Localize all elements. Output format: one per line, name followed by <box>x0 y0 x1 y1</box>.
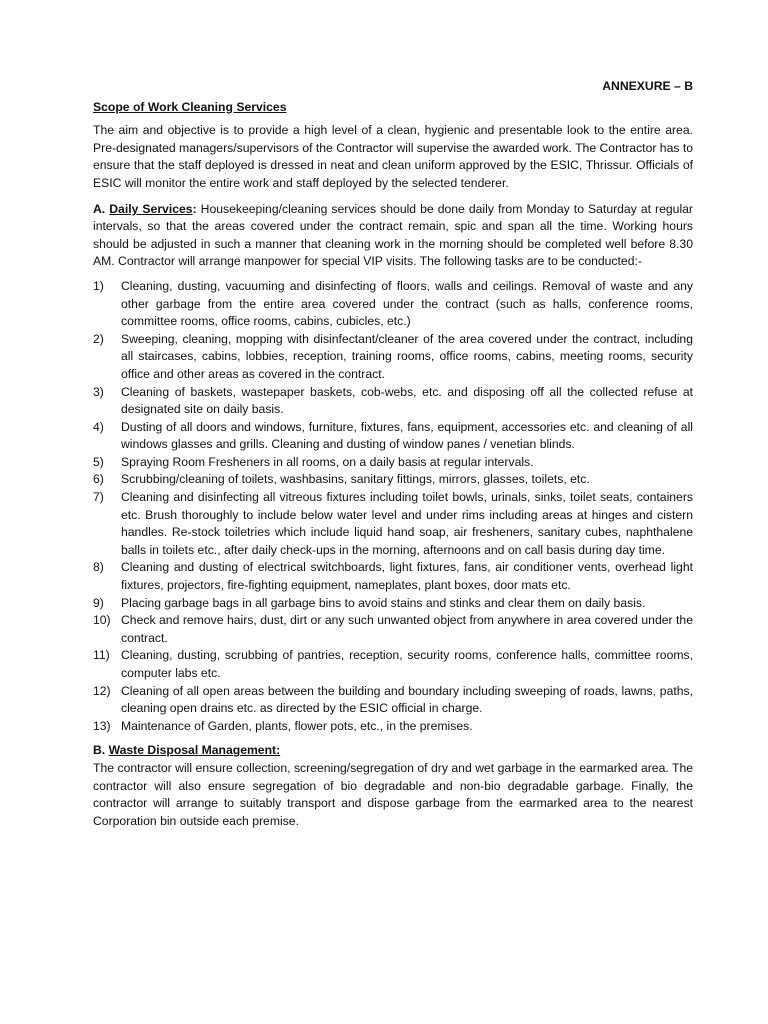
list-item-text: Sweeping, cleaning, mopping with disinfectant/cleaner of the area covered under the contract, including all staircases, cabins, lobbies, reception, training rooms, office rooms, cabins, meeting rooms, security office and other areas as covered in the contract. <box>121 331 693 381</box>
list-item-number: 4) <box>93 419 104 434</box>
list-item <box>93 612 693 647</box>
list-item <box>93 471 693 489</box>
list-item-number: 1) <box>93 278 104 293</box>
list-item-text: Maintenance of Garden, plants, flower pots, etc., in the premises. <box>121 718 473 733</box>
waste-disposal-heading: Waste Disposal Management: <box>108 743 281 758</box>
list-item <box>93 595 693 613</box>
list-item <box>93 559 693 594</box>
list-item-text: Cleaning of baskets, wastepaper baskets, cob-webs, etc. and disposing off all the collected refuse at designated site on daily basis. <box>121 384 693 417</box>
task-list <box>93 278 693 735</box>
list-item-text: Cleaning of all open areas between the building and boundary including sweeping of roads, lawns, paths, cleaning open drains etc. as directed by the ESIC official in charge. <box>121 683 693 716</box>
daily-services-prefix: A. <box>93 201 110 216</box>
daily-services-paragraph <box>93 201 693 271</box>
waste-disposal-heading-line <box>93 742 693 760</box>
list-item <box>93 647 693 682</box>
list-item-text: Cleaning and dusting of electrical switchboards, light fixtures, fans, air conditioner vents, overhead light fixtures, projectors, fire-fighting equipment, nameplates, plant boxes, door mats etc. <box>121 560 693 593</box>
list-item-text: Check and remove hairs, dust, dirt or any such unwanted object from anywhere in area covered under the contract. <box>121 613 693 645</box>
list-item-number: 11) <box>93 648 110 663</box>
list-item-text: Spraying Room Fresheners in all rooms, on a daily basis at regular intervals. <box>121 454 534 469</box>
waste-disposal-paragraph: The contractor will ensure collection, screening/segregation of dry and wet garbage in the earmarked area. The contractor will also ensure segregation of bio degradable and non-bio degradable garbage. Finally, the contractor will arrange to suitably transport and dispose garbage from the earmarked area to the nearest Corporation bin outside each premise. <box>93 760 693 828</box>
document-page <box>93 74 693 830</box>
list-item <box>93 683 693 718</box>
list-item <box>93 718 693 736</box>
list-item-text: Cleaning and disinfecting all vitreous fixtures including toilet bowls, urinals, sinks, toilet seats, containers etc. Brush thoroughly to include below water level and under rims including areas at hinges and cistern handles. Re-stock toiletries which include liquid hand soap, air fresheners, sanitary cubes, naphthalene balls in toilets etc., after daily check-ups in the morning, afternoons and on call basis during day time. <box>121 490 693 557</box>
list-item <box>93 384 693 419</box>
daily-services-text: Housekeeping/cleaning services should be done daily from Monday to Saturday at regular intervals, so that the areas covered under the contract remain, spic and span all the time. Working hours should be adjusted in such a manner that cleaning work in the morning should be completed well before 8.30 AM. Contractor will arrange manpower for special VIP visits. The following tasks are to be conducted:- <box>93 201 693 269</box>
list-item-text: Scrubbing/cleaning of toilets, washbasins, sanitary fittings, mirrors, glasses, toilets, etc. <box>121 472 590 487</box>
intro-paragraph: The aim and objective is to provide a high level of a clean, hygienic and presentable look to the entire area. Pre-designated managers/supervisors of the Contractor will supervise the awarded work. The Contractor has to ensure that the staff deployed is dressed in neat and clean uniform approved by the ESIC, Thrissur. Officials of ESIC will monitor the entire work and staff deployed by the selected tenderer. <box>93 123 693 190</box>
list-item-number: 3) <box>93 384 104 399</box>
list-item <box>93 489 693 559</box>
annexure-label: ANNEXURE – B <box>602 79 693 93</box>
list-item-number: 5) <box>93 454 104 469</box>
list-item-number: 13) <box>93 718 111 733</box>
document-title: Scope of Work Cleaning Services <box>93 99 287 114</box>
list-item-number: 2) <box>93 331 104 346</box>
list-item-number: 7) <box>93 490 104 505</box>
list-item-number: 10) <box>93 613 111 628</box>
list-item-text: Cleaning, dusting, scrubbing of pantries, reception, security rooms, conference halls, committee rooms, computer labs etc. <box>121 648 693 680</box>
waste-disposal-prefix: B. <box>93 743 109 758</box>
list-item-number: 9) <box>93 595 104 610</box>
list-item-text: Dusting of all doors and windows, furniture, fixtures, fans, equipment, accessories etc. and cleaning of all windows glasses and grills. Cleaning and dusting of window panes / venetian blinds. <box>121 419 693 452</box>
list-item <box>93 419 693 454</box>
list-item-number: 8) <box>93 560 104 575</box>
list-item-text: Cleaning, dusting, vacuuming and disinfecting of floors, walls and ceilings. Removal of waste and any other garbage from the entire area covered under the contract (such as halls, conference rooms, committee rooms, office rooms, cabins, cubicles, etc.) <box>121 278 693 329</box>
list-item <box>93 454 693 472</box>
daily-services-colon: : <box>192 201 197 216</box>
list-item <box>93 278 693 331</box>
daily-services-heading: Daily Services <box>109 201 193 216</box>
list-item-number: 12) <box>93 683 111 698</box>
list-item <box>93 331 693 384</box>
list-item-number: 6) <box>93 472 104 487</box>
list-item-text: Placing garbage bags in all garbage bins to avoid stains and stinks and clear them on daily basis. <box>121 595 646 610</box>
